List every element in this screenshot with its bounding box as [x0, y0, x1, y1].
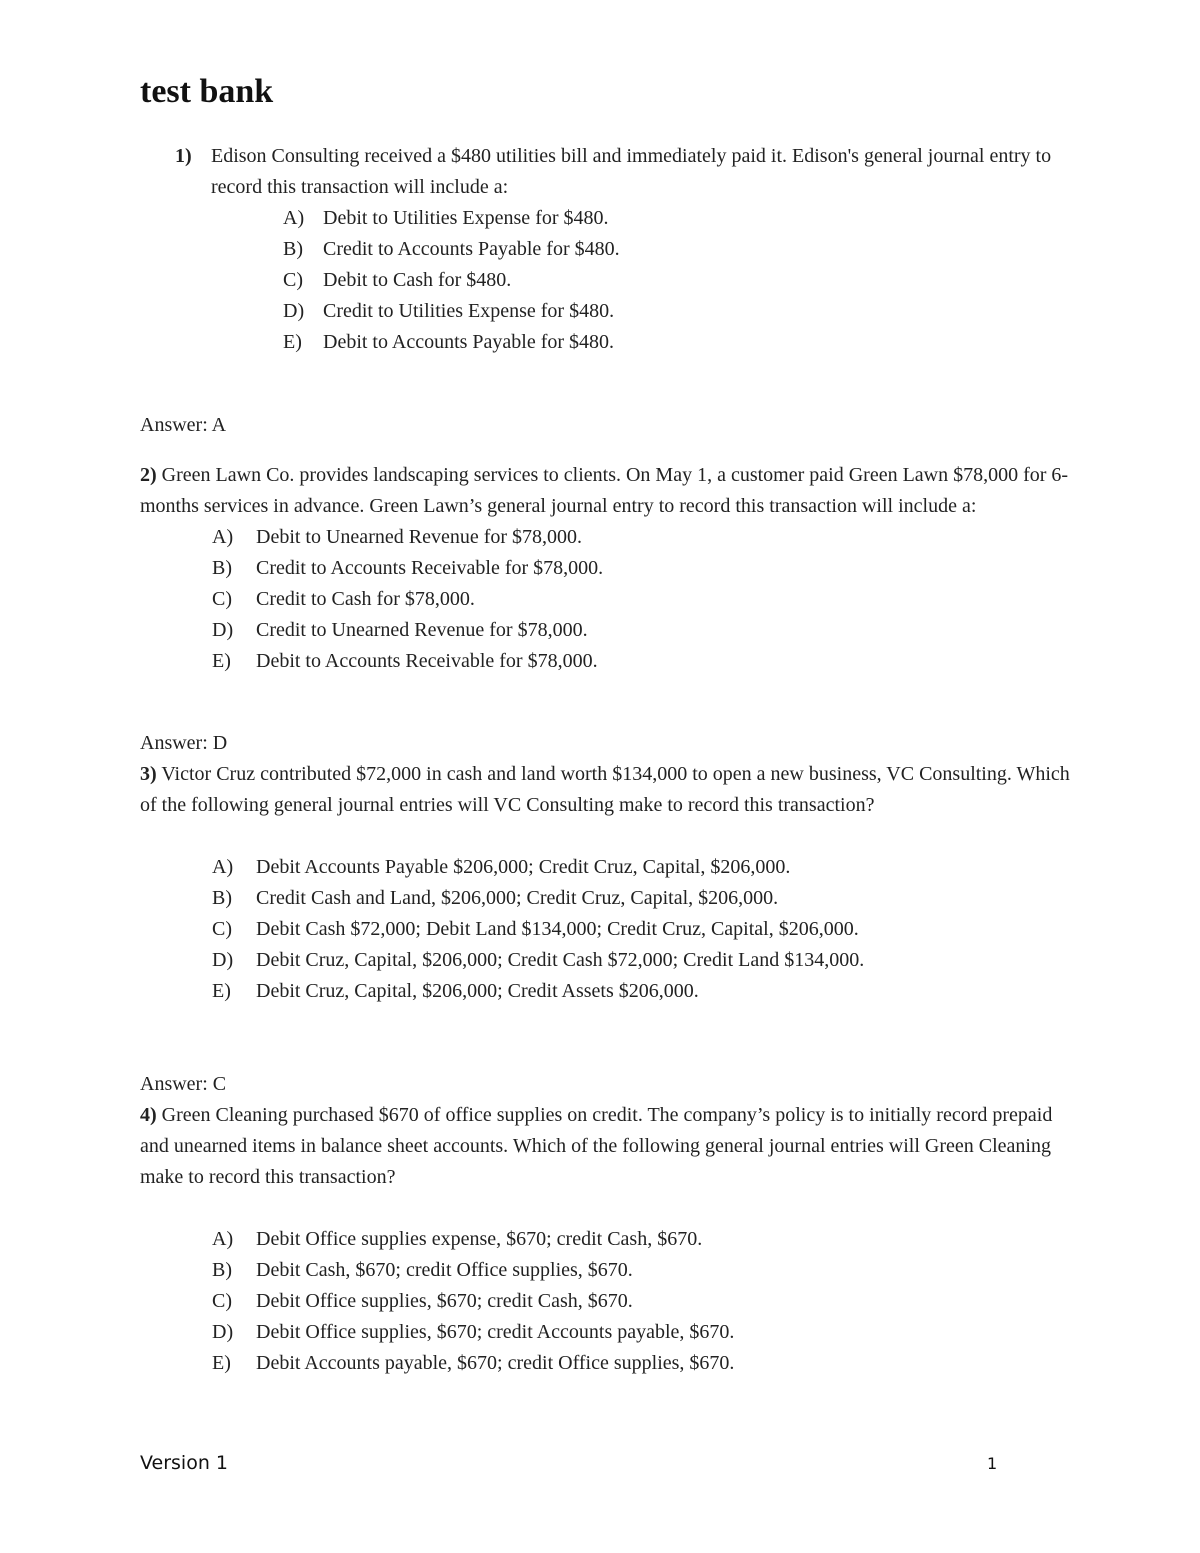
question-2: [140, 460, 1070, 677]
question-3: [140, 759, 1070, 1007]
option: D) Credit to Unearned Revenue for $78,000.: [212, 619, 588, 641]
answer-3: Answer: C: [140, 1073, 227, 1095]
question-number: 1): [175, 145, 192, 167]
footer-version: Version 1: [140, 1452, 228, 1474]
option-list: [283, 203, 1075, 358]
answer-2: Answer: D: [140, 732, 228, 754]
option: E) Debit to Accounts Receivable for $78,000.: [212, 650, 598, 672]
option: E) Debit Accounts payable, $670; credit Office supplies, $670.: [212, 1352, 735, 1374]
option: E) Debit Cruz, Capital, $206,000; Credit Assets $206,000.: [212, 980, 699, 1002]
question-text: 4) Green Cleaning purchased $670 of office supplies on credit. The company’s policy is to initially record prepaid and unearned items in balance sheet accounts. Which of the following general journal entries will Green Cleaning make to record this transaction?: [140, 1104, 1053, 1188]
option: A) Debit Accounts Payable $206,000; Credit Cruz, Capital, $206,000.: [212, 856, 791, 878]
option: C) Debit to Cash for $480.: [283, 269, 512, 291]
option: E) Debit to Accounts Payable for $480.: [283, 331, 615, 353]
question-1: [175, 141, 1075, 358]
option: C) Credit to Cash for $78,000.: [212, 588, 475, 610]
question-number: 4): [140, 1104, 157, 1126]
option: B) Credit to Accounts Receivable for $78,000.: [212, 557, 604, 579]
option: C) Debit Office supplies, $670; credit Cash, $670.: [212, 1290, 633, 1312]
question-number: 2): [140, 464, 157, 486]
option: D) Debit Office supplies, $670; credit Accounts payable, $670.: [212, 1321, 735, 1343]
question-number: 3): [140, 763, 157, 785]
question-text: 3) Victor Cruz contributed $72,000 in cash and land worth $134,000 to open a new business, VC Consulting. Which of the following general journal entries will VC Consulting make to record this transaction?: [140, 763, 1070, 816]
option-list: [212, 1224, 1070, 1379]
question-text: Edison Consulting received a $480 utilities bill and immediately paid it. Edison's general journal entry to record this transaction will include a:: [211, 145, 1052, 198]
option: B) Credit to Accounts Payable for $480.: [283, 238, 620, 260]
option: A) Debit Office supplies expense, $670; credit Cash, $670.: [212, 1228, 703, 1250]
option: B) Debit Cash, $670; credit Office supplies, $670.: [212, 1259, 633, 1281]
answer-1: Answer: A: [140, 414, 227, 436]
option: C) Debit Cash $72,000; Debit Land $134,000; Credit Cruz, Capital, $206,000.: [212, 918, 859, 940]
option-list: [212, 852, 1070, 1007]
page-title: test bank: [140, 73, 274, 110]
option: D) Credit to Utilities Expense for $480.: [283, 300, 615, 322]
option: A) Debit to Utilities Expense for $480.: [283, 207, 609, 229]
option: D) Debit Cruz, Capital, $206,000; Credit Cash $72,000; Credit Land $134,000.: [212, 949, 865, 971]
option: B) Credit Cash and Land, $206,000; Credit Cruz, Capital, $206,000.: [212, 887, 779, 909]
option-list: [212, 522, 1070, 677]
option: A) Debit to Unearned Revenue for $78,000.: [212, 526, 583, 548]
question-text: 2) Green Lawn Co. provides landscaping services to clients. On May 1, a customer paid Green Lawn $78,000 for 6-months services in advance. Green Lawn’s general journal entry to record this transaction will include a:: [140, 464, 1069, 517]
footer-page-number: 1: [987, 1454, 998, 1473]
question-4: [140, 1100, 1070, 1379]
